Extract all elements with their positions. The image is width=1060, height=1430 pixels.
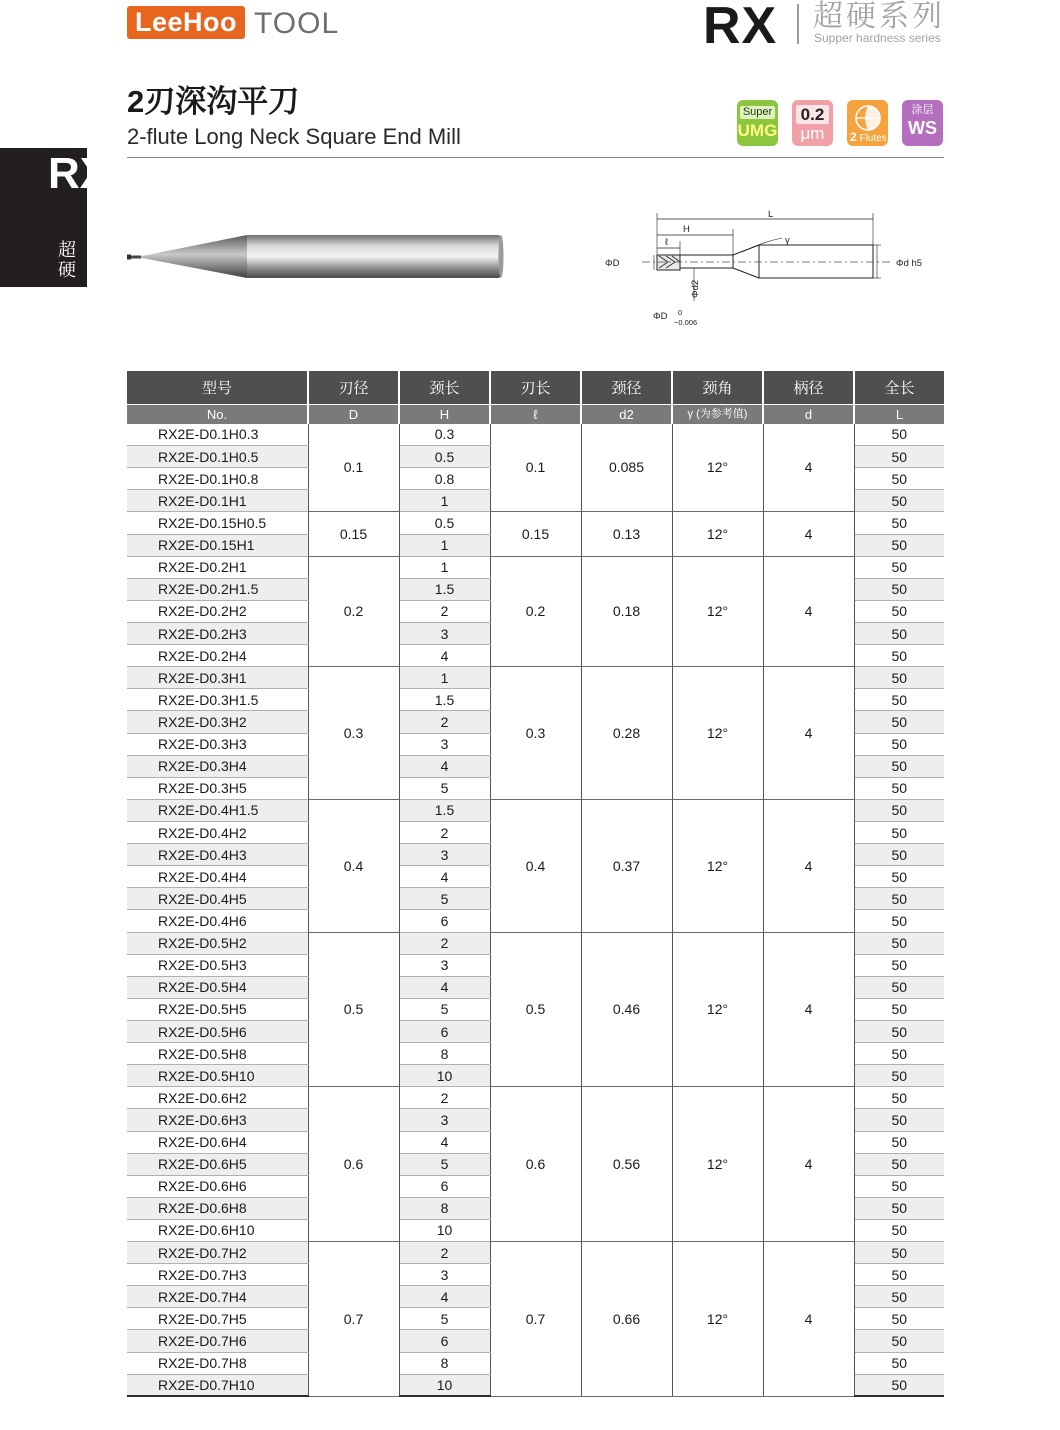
cell-shank-diameter: 4 bbox=[763, 1242, 854, 1397]
cell-diameter: 0.7 bbox=[308, 1242, 399, 1397]
cell-model: RX2E-D0.1H0.3 bbox=[127, 424, 308, 446]
um-badge-unit: μm bbox=[800, 124, 825, 143]
header-overall-length-cn: 全长 bbox=[854, 371, 944, 404]
cell-neck-length: 4 bbox=[399, 755, 490, 777]
cell-model: RX2E-D0.7H3 bbox=[127, 1264, 308, 1286]
cell-model: RX2E-D0.5H5 bbox=[127, 998, 308, 1020]
cell-shank-diameter: 4 bbox=[763, 932, 854, 1087]
cell-model: RX2E-D0.2H3 bbox=[127, 622, 308, 644]
cell-neck-length: 4 bbox=[399, 1131, 490, 1153]
cell-neck-angle: 12° bbox=[672, 424, 763, 512]
cell-model: RX2E-D0.5H10 bbox=[127, 1065, 308, 1087]
side-tab-cn: 超硬 bbox=[58, 240, 76, 280]
cell-neck-angle: 12° bbox=[672, 556, 763, 667]
cell-model: RX2E-D0.7H5 bbox=[127, 1308, 308, 1330]
cell-model: RX2E-D0.5H8 bbox=[127, 1043, 308, 1065]
cell-model: RX2E-D0.6H3 bbox=[127, 1109, 308, 1131]
cell-overall-length: 50 bbox=[854, 733, 944, 755]
micron-grain-badge bbox=[792, 100, 833, 146]
cell-neck-diameter: 0.13 bbox=[581, 512, 672, 556]
header-neck-length-en: H bbox=[399, 404, 490, 424]
cell-neck-length: 10 bbox=[399, 1219, 490, 1241]
cell-neck-length: 2 bbox=[399, 821, 490, 843]
cell-overall-length: 50 bbox=[854, 1065, 944, 1087]
cell-model: RX2E-D0.4H3 bbox=[127, 844, 308, 866]
cell-neck-length: 8 bbox=[399, 1043, 490, 1065]
cell-neck-length: 6 bbox=[399, 1175, 490, 1197]
cell-overall-length: 50 bbox=[854, 711, 944, 733]
cell-neck-diameter: 0.18 bbox=[581, 556, 672, 667]
table-row bbox=[127, 512, 944, 534]
cell-overall-length: 50 bbox=[854, 490, 944, 512]
cell-neck-length: 2 bbox=[399, 711, 490, 733]
super-umg-badge bbox=[737, 100, 778, 146]
cell-neck-length: 3 bbox=[399, 733, 490, 755]
cell-flute-length: 0.1 bbox=[490, 424, 581, 512]
tolerance-lower: −0.006 bbox=[674, 318, 698, 327]
cell-overall-length: 50 bbox=[854, 578, 944, 600]
cell-neck-length: 4 bbox=[399, 645, 490, 667]
cell-flute-length: 0.5 bbox=[490, 932, 581, 1087]
header-shank-diameter-en: d bbox=[763, 404, 854, 424]
cell-neck-angle: 12° bbox=[672, 1242, 763, 1397]
cell-diameter: 0.2 bbox=[308, 556, 399, 667]
series-divider bbox=[797, 4, 799, 44]
cell-neck-length: 1 bbox=[399, 490, 490, 512]
cell-neck-diameter: 0.66 bbox=[581, 1242, 672, 1397]
cell-overall-length: 50 bbox=[854, 1308, 944, 1330]
cell-diameter: 0.3 bbox=[308, 667, 399, 800]
cell-model: RX2E-D0.4H1.5 bbox=[127, 799, 308, 821]
cell-neck-length: 1.5 bbox=[399, 689, 490, 711]
cell-neck-length: 3 bbox=[399, 1264, 490, 1286]
dim-H-label: H bbox=[683, 224, 690, 235]
dimension-drawing bbox=[602, 205, 942, 330]
cell-overall-length: 50 bbox=[854, 556, 944, 578]
cell-model: RX2E-D0.7H8 bbox=[127, 1352, 308, 1374]
table-row bbox=[127, 799, 944, 821]
dim-D-label: ΦD bbox=[605, 258, 620, 269]
cell-overall-length: 50 bbox=[854, 844, 944, 866]
cell-model: RX2E-D0.15H0.5 bbox=[127, 512, 308, 534]
cell-neck-length: 2 bbox=[399, 1242, 490, 1264]
header-neck-diameter-cn: 颈径 bbox=[581, 371, 672, 404]
cell-model: RX2E-D0.5H6 bbox=[127, 1020, 308, 1042]
cell-model: RX2E-D0.6H2 bbox=[127, 1087, 308, 1109]
header-overall-length-en: L bbox=[854, 404, 944, 424]
umg-badge-top: Super bbox=[740, 106, 775, 119]
cell-model: RX2E-D0.7H6 bbox=[127, 1330, 308, 1352]
header-neck-angle-en: γ (为参考值) bbox=[672, 404, 763, 424]
table-row bbox=[127, 1087, 944, 1109]
tolerance-upper: 0 bbox=[678, 308, 683, 317]
cell-neck-length: 10 bbox=[399, 1374, 490, 1396]
cell-shank-diameter: 4 bbox=[763, 799, 854, 932]
cell-shank-diameter: 4 bbox=[763, 1087, 854, 1242]
cell-neck-length: 8 bbox=[399, 1197, 490, 1219]
cell-neck-angle: 12° bbox=[672, 799, 763, 932]
cell-overall-length: 50 bbox=[854, 1264, 944, 1286]
cell-neck-length: 3 bbox=[399, 954, 490, 976]
cell-neck-length: 4 bbox=[399, 866, 490, 888]
cell-overall-length: 50 bbox=[854, 446, 944, 468]
cell-model: RX2E-D0.6H4 bbox=[127, 1131, 308, 1153]
cell-overall-length: 50 bbox=[854, 1197, 944, 1219]
cell-neck-length: 6 bbox=[399, 1330, 490, 1352]
cell-diameter: 0.6 bbox=[308, 1087, 399, 1242]
cell-neck-length: 4 bbox=[399, 1286, 490, 1308]
cell-model: RX2E-D0.6H6 bbox=[127, 1175, 308, 1197]
tolerance-label: ΦD bbox=[653, 311, 668, 322]
cell-overall-length: 50 bbox=[854, 667, 944, 689]
cell-flute-length: 0.7 bbox=[490, 1242, 581, 1397]
cell-overall-length: 50 bbox=[854, 1330, 944, 1352]
cell-model: RX2E-D0.7H10 bbox=[127, 1374, 308, 1396]
end-mill-photo bbox=[127, 232, 507, 282]
cell-overall-length: 50 bbox=[854, 534, 944, 556]
cell-model: RX2E-D0.6H8 bbox=[127, 1197, 308, 1219]
um-badge-value: 0.2 bbox=[796, 105, 829, 124]
series-name-cn: 超硬系列 bbox=[813, 0, 945, 33]
spec-table-body bbox=[127, 424, 944, 1397]
cell-neck-diameter: 0.56 bbox=[581, 1087, 672, 1242]
cell-model: RX2E-D0.3H3 bbox=[127, 733, 308, 755]
cell-overall-length: 50 bbox=[854, 1242, 944, 1264]
cell-model: RX2E-D0.3H1.5 bbox=[127, 689, 308, 711]
cell-overall-length: 50 bbox=[854, 512, 944, 534]
cell-neck-length: 5 bbox=[399, 777, 490, 799]
umg-badge-main: UMG bbox=[737, 121, 778, 140]
cell-neck-angle: 12° bbox=[672, 667, 763, 800]
cell-neck-length: 1 bbox=[399, 667, 490, 689]
header-diameter-cn: 刃径 bbox=[308, 371, 399, 404]
cell-neck-length: 5 bbox=[399, 998, 490, 1020]
cell-overall-length: 50 bbox=[854, 777, 944, 799]
cell-model: RX2E-D0.4H5 bbox=[127, 888, 308, 910]
table-row bbox=[127, 932, 944, 954]
cell-neck-length: 0.5 bbox=[399, 446, 490, 468]
series-name-en: Supper hardness series bbox=[814, 31, 941, 45]
cell-overall-length: 50 bbox=[854, 645, 944, 667]
dim-gamma-label: γ bbox=[785, 235, 790, 246]
table-row bbox=[127, 424, 944, 446]
cell-neck-length: 4 bbox=[399, 976, 490, 998]
flutes-badge-label: 2 Flutes bbox=[850, 130, 887, 144]
cell-neck-length: 8 bbox=[399, 1352, 490, 1374]
cell-neck-angle: 12° bbox=[672, 932, 763, 1087]
ws-badge-top: 涂层 bbox=[911, 104, 934, 116]
cell-neck-diameter: 0.085 bbox=[581, 424, 672, 512]
cell-neck-length: 2 bbox=[399, 1087, 490, 1109]
cell-overall-length: 50 bbox=[854, 888, 944, 910]
cell-model: RX2E-D0.2H1 bbox=[127, 556, 308, 578]
cell-neck-length: 0.8 bbox=[399, 468, 490, 490]
cell-model: RX2E-D0.3H1 bbox=[127, 667, 308, 689]
dim-d2-label: Φd2 bbox=[690, 279, 701, 298]
cell-overall-length: 50 bbox=[854, 932, 944, 954]
cell-neck-length: 6 bbox=[399, 910, 490, 932]
cell-model: RX2E-D0.1H0.8 bbox=[127, 468, 308, 490]
cell-model: RX2E-D0.4H6 bbox=[127, 910, 308, 932]
cell-model: RX2E-D0.2H2 bbox=[127, 600, 308, 622]
cell-model: RX2E-D0.1H0.5 bbox=[127, 446, 308, 468]
cell-overall-length: 50 bbox=[854, 1020, 944, 1042]
cell-flute-length: 0.15 bbox=[490, 512, 581, 556]
cell-neck-diameter: 0.28 bbox=[581, 667, 672, 800]
cell-neck-length: 3 bbox=[399, 622, 490, 644]
cell-diameter: 0.4 bbox=[308, 799, 399, 932]
cell-overall-length: 50 bbox=[854, 689, 944, 711]
header-diameter-en: D bbox=[308, 404, 399, 424]
cell-neck-diameter: 0.37 bbox=[581, 799, 672, 932]
brand-suffix: TOOL bbox=[254, 7, 340, 40]
cell-model: RX2E-D0.5H3 bbox=[127, 954, 308, 976]
cell-neck-length: 5 bbox=[399, 1153, 490, 1175]
cell-model: RX2E-D0.2H4 bbox=[127, 645, 308, 667]
series-side-tab bbox=[0, 148, 110, 287]
cell-overall-length: 50 bbox=[854, 1219, 944, 1241]
cell-overall-length: 50 bbox=[854, 622, 944, 644]
cell-overall-length: 50 bbox=[854, 1109, 944, 1131]
cell-model: RX2E-D0.6H5 bbox=[127, 1153, 308, 1175]
cell-neck-length: 1.5 bbox=[399, 799, 490, 821]
cell-overall-length: 50 bbox=[854, 910, 944, 932]
cell-model: RX2E-D0.7H4 bbox=[127, 1286, 308, 1308]
cell-neck-length: 3 bbox=[399, 1109, 490, 1131]
cell-flute-length: 0.6 bbox=[490, 1087, 581, 1242]
cell-model: RX2E-D0.6H10 bbox=[127, 1219, 308, 1241]
header-flute-length-en: ℓ bbox=[490, 404, 581, 424]
cell-overall-length: 50 bbox=[854, 1131, 944, 1153]
cell-neck-length: 3 bbox=[399, 844, 490, 866]
cell-overall-length: 50 bbox=[854, 1043, 944, 1065]
cell-model: RX2E-D0.7H2 bbox=[127, 1242, 308, 1264]
cell-neck-length: 0.3 bbox=[399, 424, 490, 446]
cell-neck-length: 2 bbox=[399, 932, 490, 954]
cell-overall-length: 50 bbox=[854, 954, 944, 976]
cell-neck-length: 0.5 bbox=[399, 512, 490, 534]
table-row bbox=[127, 667, 944, 689]
cell-diameter: 0.1 bbox=[308, 424, 399, 512]
cell-neck-diameter: 0.46 bbox=[581, 932, 672, 1087]
cell-overall-length: 50 bbox=[854, 1374, 944, 1396]
cell-model: RX2E-D0.4H4 bbox=[127, 866, 308, 888]
cell-model: RX2E-D0.3H4 bbox=[127, 755, 308, 777]
table-row bbox=[127, 1242, 944, 1264]
header-model-cn: 型号 bbox=[127, 371, 308, 404]
cell-neck-angle: 12° bbox=[672, 512, 763, 556]
cell-overall-length: 50 bbox=[854, 866, 944, 888]
brand-logo: LeeHoo bbox=[127, 6, 245, 39]
cell-overall-length: 50 bbox=[854, 424, 944, 446]
cell-overall-length: 50 bbox=[854, 600, 944, 622]
cell-overall-length: 50 bbox=[854, 1087, 944, 1109]
page-title-cn: 2刃深沟平刀 bbox=[127, 84, 300, 119]
cell-model: RX2E-D0.2H1.5 bbox=[127, 578, 308, 600]
header-model-en: No. bbox=[127, 404, 308, 424]
cell-neck-length: 10 bbox=[399, 1065, 490, 1087]
cell-overall-length: 50 bbox=[854, 998, 944, 1020]
cell-neck-length: 1 bbox=[399, 556, 490, 578]
cell-neck-length: 5 bbox=[399, 1308, 490, 1330]
cell-model: RX2E-D0.3H5 bbox=[127, 777, 308, 799]
cell-overall-length: 50 bbox=[854, 821, 944, 843]
header-shank-diameter-cn: 柄径 bbox=[763, 371, 854, 404]
flute-cross-section-icon bbox=[853, 103, 883, 133]
cell-diameter: 0.5 bbox=[308, 932, 399, 1087]
two-flutes-badge bbox=[847, 100, 888, 146]
cell-model: RX2E-D0.15H1 bbox=[127, 534, 308, 556]
spec-table bbox=[127, 371, 944, 1397]
cell-neck-length: 6 bbox=[399, 1020, 490, 1042]
dim-d-label: Φd h5 bbox=[896, 258, 923, 269]
cell-shank-diameter: 4 bbox=[763, 424, 854, 512]
side-tab-code: RX bbox=[48, 149, 110, 198]
cell-overall-length: 50 bbox=[854, 468, 944, 490]
cell-overall-length: 50 bbox=[854, 1286, 944, 1308]
cell-flute-length: 0.2 bbox=[490, 556, 581, 667]
cell-neck-angle: 12° bbox=[672, 1087, 763, 1242]
cell-model: RX2E-D0.4H2 bbox=[127, 821, 308, 843]
cell-diameter: 0.15 bbox=[308, 512, 399, 556]
header-flute-length-cn: 刃长 bbox=[490, 371, 581, 404]
cell-overall-length: 50 bbox=[854, 755, 944, 777]
cell-overall-length: 50 bbox=[854, 1175, 944, 1197]
cell-shank-diameter: 4 bbox=[763, 556, 854, 667]
header-neck-diameter-en: d2 bbox=[581, 404, 672, 424]
cell-model: RX2E-D0.5H2 bbox=[127, 932, 308, 954]
series-code: RX bbox=[703, 0, 778, 55]
cell-overall-length: 50 bbox=[854, 976, 944, 998]
cell-overall-length: 50 bbox=[854, 799, 944, 821]
cell-neck-length: 5 bbox=[399, 888, 490, 910]
cell-model: RX2E-D0.3H2 bbox=[127, 711, 308, 733]
cell-model: RX2E-D0.1H1 bbox=[127, 490, 308, 512]
cell-overall-length: 50 bbox=[854, 1352, 944, 1374]
table-row bbox=[127, 556, 944, 578]
cell-shank-diameter: 4 bbox=[763, 667, 854, 800]
cell-model: RX2E-D0.5H4 bbox=[127, 976, 308, 998]
page-title-en: 2-flute Long Neck Square End Mill bbox=[127, 124, 461, 149]
header-neck-angle-cn: 颈角 bbox=[672, 371, 763, 404]
dim-L-label: L bbox=[768, 209, 774, 220]
cell-shank-diameter: 4 bbox=[763, 512, 854, 556]
cell-neck-length: 1 bbox=[399, 534, 490, 556]
cell-overall-length: 50 bbox=[854, 1153, 944, 1175]
title-divider bbox=[127, 157, 944, 158]
header-neck-length-cn: 颈长 bbox=[399, 371, 490, 404]
dim-l-label: ℓ bbox=[665, 237, 669, 248]
cell-flute-length: 0.4 bbox=[490, 799, 581, 932]
cell-neck-length: 2 bbox=[399, 600, 490, 622]
ws-badge-main: WS bbox=[908, 118, 937, 138]
coating-ws-badge bbox=[902, 100, 943, 146]
cell-flute-length: 0.3 bbox=[490, 667, 581, 800]
cell-neck-length: 1.5 bbox=[399, 578, 490, 600]
